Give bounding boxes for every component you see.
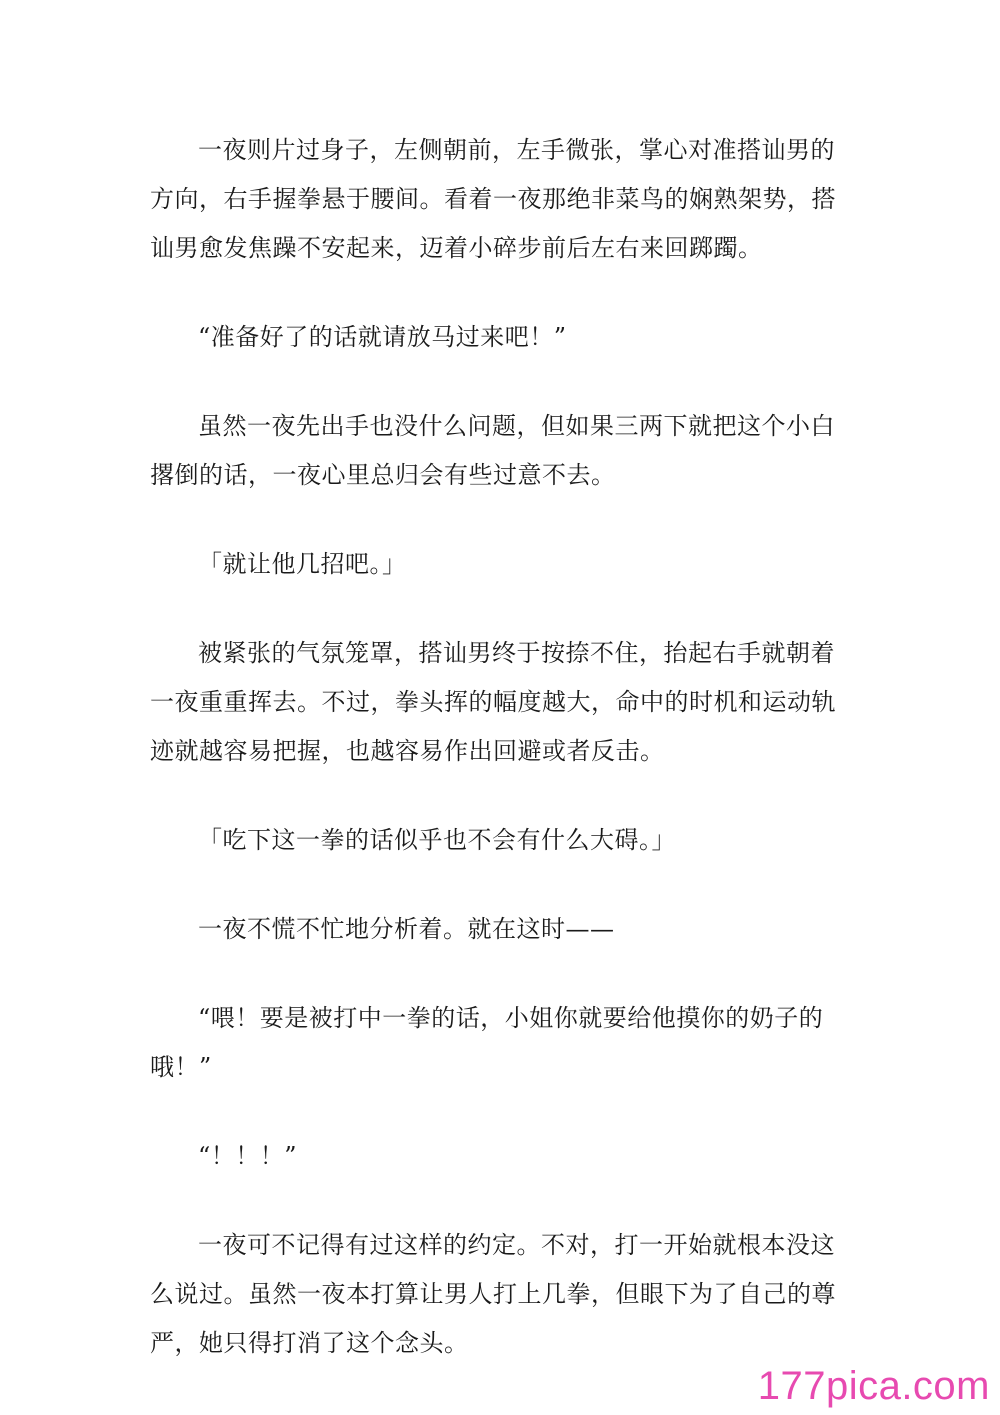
- paragraph-6: 「吃下这一拳的话似乎也不会有什么大碍。」: [198, 826, 676, 854]
- paragraph-2: “准备好了的话就请放马过来吧！”: [198, 323, 567, 351]
- watermark: 177pica.com: [757, 1364, 990, 1408]
- paragraph-5: 被紧张的气氛笼罩，搭讪男终于按捺不住，抬起右手就朝着一夜重重挥去。不过，拳头挥的幅度越大，命中的时机和运动轨迹就越容易把握，也越容易作出回避或者反击。: [150, 639, 836, 765]
- paragraph-1: 一夜则片过身子，左侧朝前，左手微张，掌心对准搭讪男的方向，右手握拳悬于腰间。看着一夜那绝非菜鸟的娴熟架势，搭讪男愈发焦躁不安起来，迈着小碎步前后左右来回踯躅。: [150, 136, 836, 262]
- paragraph-8: “喂！要是被打中一拳的话，小姐你就要给他摸你的奶子的哦！”: [150, 1004, 824, 1081]
- paragraph-10: 一夜可不记得有过这样的约定。不对，打一开始就根本没这么说过。虽然一夜本打算让男人打上几拳，但眼下为了自己的尊严，她只得打消了这个念头。: [150, 1231, 836, 1357]
- paragraph-9: “！！！”: [198, 1142, 298, 1170]
- paragraph-4: 「就让他几招吧。」: [198, 550, 407, 578]
- paragraph-3: 虽然一夜先出手也没什么问题，但如果三两下就把这个小白撂倒的话，一夜心里总归会有些过意不去。: [150, 412, 835, 489]
- paragraph-7: 一夜不慌不忙地分析着。就在这时——: [198, 915, 615, 943]
- document-body: [150, 126, 840, 1368]
